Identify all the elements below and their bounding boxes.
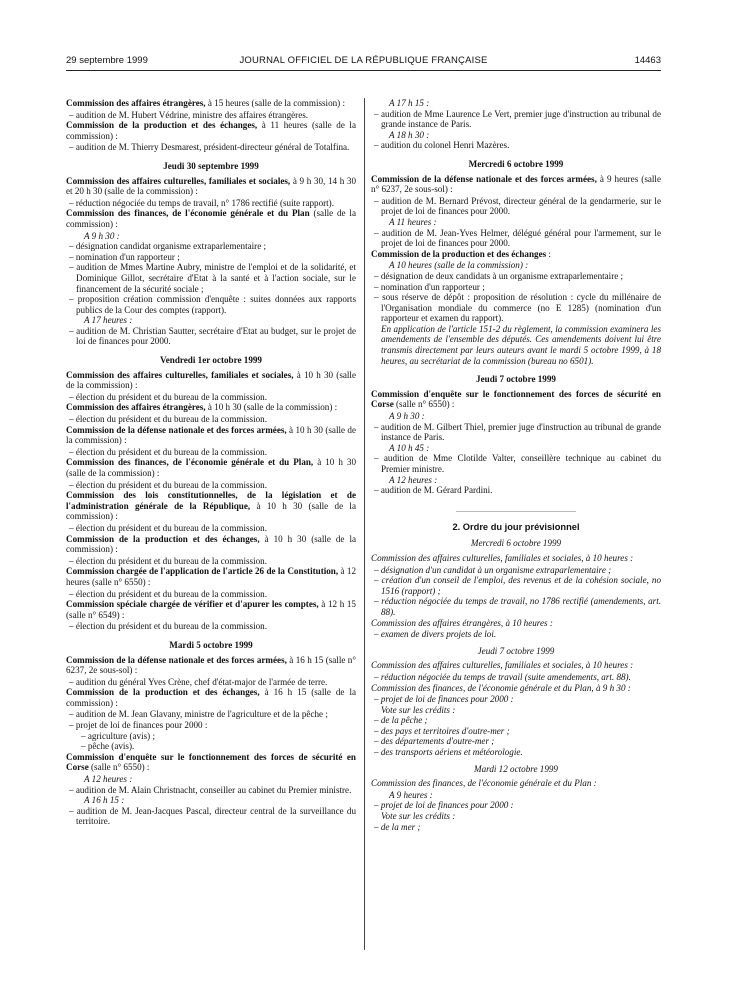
agenda-item: – audition de M. Christian Sautter, secrétaire d'Etat au budget, sur le projet de loi de finances pour 2000. bbox=[69, 325, 356, 347]
committee-name: Commission de la production et des échanges, bbox=[66, 533, 260, 544]
agenda-item: – projet de loi de finances pour 2000 : bbox=[69, 720, 208, 731]
agenda-item: – audition de M. Jean-Jacques Pascal, directeur central de la surveillance du territoire. bbox=[69, 805, 356, 827]
session-info: à 10 h 30 (salle de la commission) : bbox=[66, 369, 356, 391]
session-time: A 11 heures : bbox=[389, 216, 437, 227]
agenda-entry bbox=[66, 566, 356, 587]
agenda-item: – audition du général Yves Crène, chef d'état-major de l'armée de terre. bbox=[69, 676, 328, 687]
session-info: à 10 h 30 (salle de la commission) : bbox=[66, 457, 356, 478]
procedure-note: En application de l'article 151-2 du règlement, la commission examinera les amendements de l'ensemble des députés. Ces amendements doivent lui être transmis directement par leurs auteurs avant le mardi 5 octobre 1999, à 18 heures, au secrétariat de la commission (bureau no 6501). bbox=[381, 323, 661, 366]
session-info: (salle n° 6550) : bbox=[393, 399, 455, 410]
session-info: à 12 h 15 (salle n° 6549) : bbox=[66, 599, 356, 620]
agenda-item: – audition de M. Gérard Pardini. bbox=[374, 485, 493, 496]
agenda-entry bbox=[66, 655, 356, 676]
vote-label: Vote sur les crédits : bbox=[381, 811, 456, 822]
committee-name: Commission de la défense nationale et des forces armées, bbox=[371, 173, 597, 184]
journal-title: JOURNAL OFFICIEL DE LA RÉPUBLIQUE FRANÇAISE bbox=[239, 55, 488, 66]
session-info: à 15 heures (salle de la commission) : bbox=[205, 98, 345, 108]
agenda-entry bbox=[66, 490, 356, 522]
agenda-entry-heading: Commission des affaires culturelles, familiales et sociales, à 10 heures : bbox=[371, 660, 634, 671]
agenda-item: – élection du président et du bureau de la commission. bbox=[69, 588, 267, 599]
agenda-item: – élection du président et du bureau de la commission. bbox=[69, 479, 267, 490]
committee-name: Commission de la défense nationale et des forces armées, bbox=[66, 424, 287, 435]
session-info: à 12 heures (salle n° 6550) : bbox=[66, 566, 356, 587]
agenda-entry bbox=[66, 687, 356, 708]
agenda-entry bbox=[371, 389, 661, 410]
credit-item: – de la mer ; bbox=[374, 821, 421, 832]
session-info: (salle n° 6550) : bbox=[88, 762, 150, 773]
credit-item: – des pays et territoires d'outre-mer ; bbox=[374, 725, 510, 736]
session-time: A 12 heures : bbox=[84, 774, 133, 785]
day-heading: Jeudi 30 septembre 1999 bbox=[163, 160, 259, 171]
agenda-item: – réduction négociée du temps de travail, n° 1786 rectifié (suite rapport). bbox=[69, 197, 334, 208]
session-time: A 9 h 30 : bbox=[389, 411, 425, 422]
left-column bbox=[66, 98, 356, 827]
agenda-item: – audition de M. Jean Glavany, ministre de l'agriculture et de la pêche ; bbox=[69, 709, 328, 720]
agenda-item: – réduction négociée du temps de travail, no 1786 rectifié (amendements, art. 88). bbox=[374, 596, 661, 617]
vote-label: Vote sur les crédits : bbox=[381, 704, 456, 715]
session-info: : bbox=[546, 248, 551, 259]
session-info: à 9 h 30, 14 h 30 et 20 h 30 (salle de la commission) : bbox=[66, 175, 356, 197]
session-info: à 10 h 30 (salle de la commission) : bbox=[66, 424, 356, 446]
agenda-item: – audition de Mmes Martine Aubry, ministre de l'emploi et de la solidarité, et Dominique Gillot, secrétaire d'Etat à la santé et à l'action sociale, sur le financement de la sécurité sociale ; bbox=[69, 262, 356, 294]
agenda-item: – audition de M. Gilbert Thiel, premier juge d'instruction au tribunal de grande instance de Paris. bbox=[374, 421, 661, 443]
section-separator bbox=[456, 502, 576, 512]
header-rule bbox=[66, 70, 661, 71]
agenda-entry bbox=[66, 176, 356, 197]
right-column bbox=[371, 98, 661, 832]
session-time: A 10 h 45 : bbox=[389, 442, 430, 453]
committee-name: Commission spéciale chargée de vérifier et d'apurer les comptes, bbox=[66, 599, 319, 610]
agenda-item: – désignation de deux candidats à un organisme extraparlementaire ; bbox=[374, 270, 624, 281]
committee-name: Commission de la production et des échanges, bbox=[66, 120, 258, 131]
agenda-subitem: – pêche (avis). bbox=[81, 741, 135, 752]
agenda-item: – audition de M. Jean-Yves Helmer, délégué général pour l'armement, sur le projet de loi de finances pour 2000. bbox=[374, 227, 661, 249]
agenda-item: – création d'un conseil de l'emploi, des revenus et de la cohésion sociale, no 1516 (rapport) ; bbox=[374, 575, 661, 596]
agenda-item: – audition de Mme Clotilde Valter, conseillère technique au cabinet du Premier ministre. bbox=[374, 453, 661, 474]
agenda-item: – élection du président et du bureau de la commission. bbox=[69, 446, 267, 457]
day-heading: Mercredi 6 octobre 1999 bbox=[468, 158, 564, 169]
page-header bbox=[66, 55, 661, 69]
session-info: à 10 h 30 (salle de la commission) : bbox=[205, 402, 338, 413]
session-info: à 11 heures (salle de la commission) : bbox=[66, 120, 356, 141]
day-heading: Jeudi 7 octobre 1999 bbox=[476, 374, 556, 385]
session-info: à 16 h 15 (salle n° 6237, 2e sous-sol) : bbox=[66, 654, 356, 676]
credit-item: – des transports aériens et météorologie. bbox=[374, 747, 523, 758]
page-number: 14463 bbox=[634, 55, 661, 66]
session-time: A 12 heures : bbox=[389, 474, 438, 485]
agenda-entry-heading: Commission des affaires culturelles, familiales et sociales, à 10 heures : bbox=[371, 552, 634, 563]
agenda-item: – audition du colonel Henri Mazères. bbox=[374, 140, 510, 151]
agenda-item: – sous réserve de dépôt : proposition de résolution : cycle du millénaire de l'Organisation mondiale du commerce (no E 1285) (nomination d'un rapporteur et examen du rapport). bbox=[374, 292, 661, 324]
column-divider bbox=[364, 98, 365, 950]
agenda-entry bbox=[66, 120, 356, 141]
agenda-item: – élection du président et du bureau de la commission. bbox=[69, 555, 267, 566]
session-info: à 9 heures (salle n° 6237, 2e sous-sol) : bbox=[371, 173, 661, 195]
agenda-item: – examen de divers projets de loi. bbox=[374, 629, 497, 640]
session-info: à 16 h 15 (salle de la commission) : bbox=[66, 687, 357, 708]
session-time: A 16 h 15 : bbox=[84, 795, 125, 806]
agenda-item: – audition de M. Alain Christnacht, conseiller au cabinet du Premier ministre. bbox=[69, 784, 352, 795]
agenda-item: – audition de M. Thierry Desmarest, président-directeur général de Totalfina. bbox=[69, 142, 350, 153]
agenda-item: – audition de M. Hubert Védrine, ministre des affaires étrangères. bbox=[69, 109, 309, 120]
agenda-entry bbox=[66, 752, 356, 773]
section-heading: 2. Ordre du jour prévisionnel bbox=[452, 521, 580, 532]
committee-name: Commission des affaires étrangères, bbox=[66, 98, 206, 108]
committee-name: Commission des affaires culturelles, familiales et sociales, bbox=[66, 369, 294, 380]
agenda-item: – réduction négociée du temps de travail (suite amendements, art. 88). bbox=[374, 671, 631, 682]
agenda-item: – audition de Mme Laurence Le Vert, premier juge d'instruction au tribunal de grande instance de Paris. bbox=[374, 108, 661, 130]
session-info: à 10 h 30 (salle de la commission) : bbox=[66, 533, 357, 555]
session-time: A 17 heures : bbox=[84, 315, 133, 326]
committee-name: Commission des lois constitutionnelles, de la législation et de l'administration générale de la République, bbox=[66, 490, 356, 511]
session-info: à 10 h 30 (salle de la commission) : bbox=[66, 500, 356, 522]
agenda-entry-heading: Commission des finances, de l'économie générale et du Plan : bbox=[371, 778, 597, 789]
agenda-item: – désignation candidat organisme extraparlementaire ; bbox=[69, 241, 267, 252]
agenda-item: – audition de M. Bernard Prévost, directeur général de la gendarmerie, sur le projet de loi de finances pour 2000. bbox=[374, 195, 661, 217]
committee-name: Commission chargée de l'application de l'article 26 de la Constitution, bbox=[66, 566, 339, 577]
agenda-entry bbox=[66, 425, 356, 446]
committee-name: Commission d'enquête sur le fonctionnement des forces de sécurité en Corse bbox=[66, 751, 356, 773]
agenda-entry bbox=[66, 208, 356, 229]
committee-name: Commission des finances, de l'économie générale et du Plan bbox=[66, 208, 310, 219]
day-heading: Jeudi 7 octobre 1999 bbox=[477, 645, 555, 656]
day-heading: Mardi 12 octobre 1999 bbox=[474, 763, 558, 774]
agenda-item: – élection du président et du bureau de la commission. bbox=[69, 414, 267, 425]
day-heading: Mardi 5 octobre 1999 bbox=[169, 639, 253, 650]
session-time: A 9 h 30 : bbox=[84, 230, 120, 241]
agenda-entry bbox=[66, 98, 356, 109]
agenda-entry bbox=[66, 370, 356, 391]
credit-item: – de la pêche ; bbox=[374, 715, 428, 726]
committee-name: Commission de la production et des échanges, bbox=[66, 687, 260, 698]
session-info: (salle de la commission) : bbox=[66, 208, 356, 229]
session-time: A 10 heures (salle de la commission) : bbox=[389, 260, 529, 271]
agenda-entry bbox=[66, 534, 356, 555]
credit-item: – des départements d'outre-mer ; bbox=[374, 736, 495, 747]
committee-name: Commission des affaires étrangères, bbox=[66, 402, 206, 413]
agenda-item: – nomination d'un rapporteur ; bbox=[374, 281, 485, 292]
agenda-entry bbox=[66, 402, 356, 413]
session-time: A 18 h 30 : bbox=[389, 129, 430, 140]
agenda-subitem: – agriculture (avis) ; bbox=[81, 730, 155, 741]
committee-name: Commission d'enquête sur le fonctionnement des forces de sécurité en Corse bbox=[371, 388, 661, 410]
committee-name: Commission des affaires culturelles, familiales et sociales, bbox=[66, 175, 291, 186]
session-time: A 9 heures : bbox=[389, 789, 433, 800]
agenda-entry bbox=[66, 599, 356, 620]
agenda-item: – nomination d'un rapporteur ; bbox=[69, 251, 180, 262]
agenda-item: – élection du président et du bureau de la commission. bbox=[69, 621, 267, 632]
agenda-item: – élection du président et du bureau de la commission. bbox=[69, 522, 267, 533]
agenda-item: – proposition création commission d'enquête : suites données aux rapports publics de la Cour des comptes (rapport). bbox=[69, 294, 356, 315]
committee-name: Commission de la production et des échanges bbox=[371, 248, 547, 259]
agenda-entry bbox=[371, 174, 661, 195]
agenda-entry bbox=[66, 457, 356, 478]
agenda-item: – projet de loi de finances pour 2000 : bbox=[374, 694, 514, 705]
header-date: 29 septembre 1999 bbox=[66, 55, 148, 66]
agenda-entry-heading: Commission des affaires étrangères, à 10 heures : bbox=[371, 617, 553, 628]
session-time: A 17 h 15 : bbox=[389, 98, 430, 108]
agenda-item: – projet de loi de finances pour 2000 : bbox=[374, 800, 514, 811]
agenda-entry bbox=[371, 249, 661, 260]
committee-name: Commission des finances, de l'économie générale et du Plan, bbox=[66, 457, 314, 468]
day-heading: Vendredi 1er octobre 1999 bbox=[160, 355, 262, 366]
day-heading: Mercredi 6 octobre 1999 bbox=[470, 538, 562, 549]
committee-name: Commission de la défense nationale et des forces armées, bbox=[66, 654, 287, 665]
agenda-item: – désignation d'un candidat à un organisme extraparlementaire ; bbox=[374, 564, 612, 575]
agenda-item: – élection du président et du bureau de la commission. bbox=[69, 391, 267, 402]
agenda-entry-heading: Commission des finances, de l'économie générale et du Plan, à 9 h 30 : bbox=[371, 682, 631, 693]
